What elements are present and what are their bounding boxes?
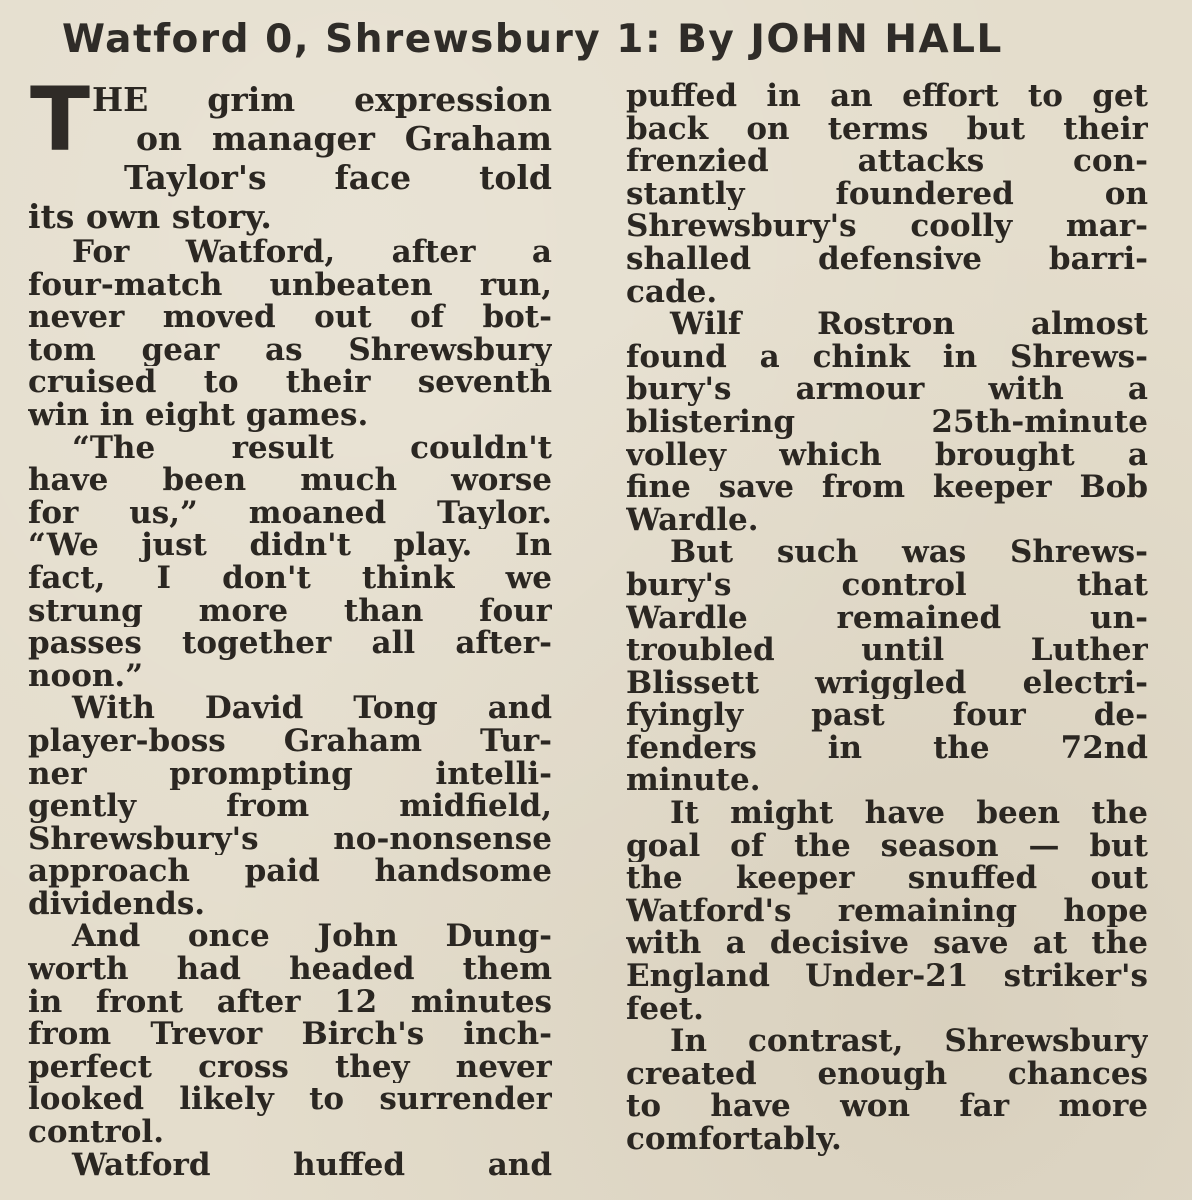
paragraph: [28, 920, 552, 1148]
text-line: blistering 25th-minute: [626, 405, 1148, 439]
paragraph: [626, 1025, 1148, 1155]
text-line: never moved out of bot-: [28, 301, 552, 334]
text-line: to have won far more: [626, 1090, 1148, 1123]
text-line: bury's control that: [626, 568, 1148, 602]
text-line: strung more than four: [28, 594, 552, 628]
text-line: on manager Graham: [136, 119, 552, 158]
text-line: “We just didn't play. In: [28, 529, 552, 562]
text-line: Watford huffed and: [72, 1148, 552, 1182]
paragraph: [626, 308, 1148, 536]
text-line: shalled defensive barri-: [626, 242, 1148, 276]
text-line: fine save from keeper Bob: [626, 471, 1148, 504]
text-line: England Under-21 striker's: [626, 960, 1148, 993]
text-line: have been much worse: [28, 464, 552, 497]
text-line: Wilf Rostron almost: [670, 308, 1148, 341]
text-line: dividends.: [28, 887, 206, 921]
text-line: the keeper snuffed out: [626, 862, 1148, 895]
paragraph: [28, 692, 552, 920]
text-line: control.: [28, 1116, 164, 1149]
text-line: its own story.: [28, 197, 272, 236]
paragraph: [626, 536, 1148, 797]
text-line: In contrast, Shrewsbury: [670, 1025, 1148, 1058]
text-line: volley which brought a: [626, 438, 1148, 472]
drop-cap: T: [30, 68, 91, 171]
text-line: Taylor's face told: [124, 158, 552, 197]
text-line: “The result couldn't: [72, 431, 552, 465]
text-line: four-match unbeaten run,: [28, 268, 552, 302]
text-line: Watford's remaining hope: [626, 894, 1148, 928]
text-line: feet.: [626, 992, 704, 1026]
text-line: frenzied attacks con-: [626, 145, 1148, 178]
text-line: approach paid handsome: [28, 855, 552, 888]
text-line: troubled until Luther: [626, 634, 1148, 667]
paragraph: [28, 1149, 552, 1182]
text-line: found a chink in Shrews-: [626, 340, 1148, 374]
text-line: worth had headed them: [28, 953, 552, 986]
text-line: It might have been the: [670, 797, 1148, 830]
text-line: HE grim expression: [92, 80, 552, 119]
text-line: With David Tong and: [72, 692, 552, 725]
text-line: cade.: [626, 275, 718, 309]
text-line: goal of the season — but: [626, 829, 1148, 863]
text-line: ner prompting intelli-: [28, 757, 552, 791]
text-line: created enough chances: [626, 1057, 1148, 1091]
headline: Watford 0, Shrewsbury 1: By JOHN HALL: [62, 17, 1003, 62]
paragraph: [626, 80, 1148, 308]
text-line: But such was Shrews-: [670, 536, 1148, 569]
text-line: Blissett wriggled electri-: [626, 666, 1148, 700]
paragraph: [28, 236, 552, 432]
text-line: looked likely to surrender: [28, 1083, 552, 1117]
text-line: win in eight games.: [28, 398, 369, 432]
text-line: fyingly past four de-: [626, 699, 1148, 732]
lead-paragraph: [28, 68, 552, 236]
text-line: for us,” moaned Taylor.: [28, 496, 552, 530]
text-line: fact, I don't think we: [28, 561, 552, 595]
paragraph: [28, 432, 552, 693]
text-line: Shrewsbury's coolly mar-: [626, 210, 1148, 243]
text-line: puffed in an effort to get: [626, 80, 1148, 113]
text-line: Wardle.: [626, 503, 759, 537]
article-column-left: [28, 68, 552, 1182]
text-line: minute.: [626, 764, 761, 798]
text-line: passes together all after-: [28, 627, 552, 660]
text-line: And once John Dung-: [72, 920, 552, 954]
text-line: noon.”: [28, 659, 144, 693]
text-line: bury's armour with a: [626, 373, 1148, 406]
paragraph: [626, 797, 1148, 1025]
text-line: fenders in the 72nd: [626, 731, 1148, 765]
text-line: gently from midfield,: [28, 790, 552, 823]
text-line: Shrewsbury's no-nonsense: [28, 822, 552, 856]
text-line: in front after 12 minutes: [28, 985, 552, 1019]
text-line: For Watford, after a: [72, 236, 552, 269]
text-line: from Trevor Birch's inch-: [28, 1018, 552, 1051]
text-line: tom gear as Shrewsbury: [28, 333, 552, 367]
text-line: with a decisive save at the: [626, 927, 1148, 961]
text-line: back on terms but their: [626, 112, 1148, 146]
text-line: player-boss Graham Tur-: [28, 724, 552, 758]
text-line: Wardle remained un-: [626, 601, 1148, 635]
text-line: cruised to their seventh: [28, 366, 552, 399]
text-line: comfortably.: [626, 1123, 842, 1156]
text-line: stantly foundered on: [626, 177, 1148, 211]
text-line: perfect cross they never: [28, 1050, 552, 1084]
article-column-right: [626, 80, 1148, 1156]
